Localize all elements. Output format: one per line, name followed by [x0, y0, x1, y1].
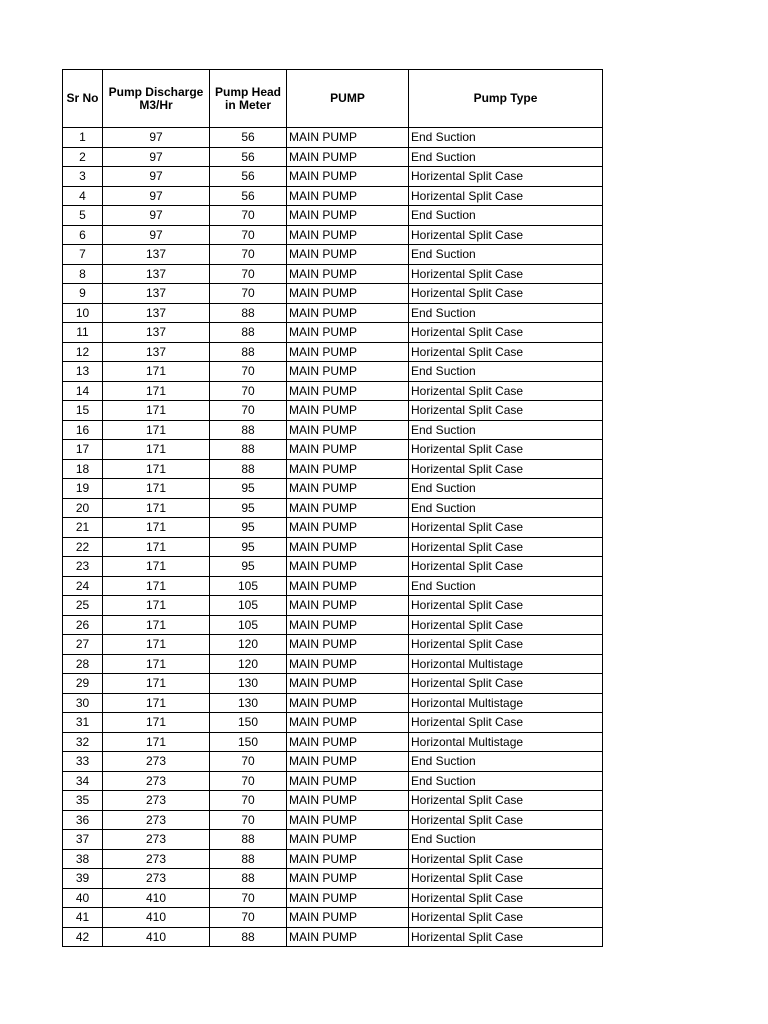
table-row	[63, 362, 603, 382]
cell-sr-no: 11	[63, 323, 103, 343]
table-row	[63, 615, 603, 635]
cell-pump-discharge: 137	[103, 284, 210, 304]
table-row	[63, 713, 603, 733]
cell-pump-discharge: 273	[103, 752, 210, 772]
cell-sr-no: 6	[63, 225, 103, 245]
table-row	[63, 225, 603, 245]
cell-sr-no: 39	[63, 869, 103, 889]
cell-pump-discharge: 171	[103, 440, 210, 460]
cell-pump-head: 88	[210, 869, 287, 889]
cell-pump-discharge: 171	[103, 635, 210, 655]
cell-pump: MAIN PUMP	[287, 674, 409, 694]
cell-pump-type: Horizental Split Case	[409, 635, 603, 655]
table-row	[63, 693, 603, 713]
table-row	[63, 537, 603, 557]
cell-pump-head: 95	[210, 479, 287, 499]
cell-pump: MAIN PUMP	[287, 810, 409, 830]
cell-pump: MAIN PUMP	[287, 576, 409, 596]
cell-pump-head: 70	[210, 791, 287, 811]
cell-pump-head: 88	[210, 440, 287, 460]
cell-pump: MAIN PUMP	[287, 713, 409, 733]
cell-pump-head: 95	[210, 518, 287, 538]
header-pump-discharge: Pump Discharge M3/Hr	[103, 70, 210, 128]
cell-sr-no: 25	[63, 596, 103, 616]
cell-pump-head: 70	[210, 245, 287, 265]
cell-pump: MAIN PUMP	[287, 537, 409, 557]
cell-pump-type: End Suction	[409, 752, 603, 772]
table-row	[63, 888, 603, 908]
cell-pump: MAIN PUMP	[287, 167, 409, 187]
table-row	[63, 635, 603, 655]
table-row	[63, 576, 603, 596]
cell-pump-head: 56	[210, 167, 287, 187]
cell-pump-type: Horizental Split Case	[409, 167, 603, 187]
table-row	[63, 674, 603, 694]
cell-sr-no: 15	[63, 401, 103, 421]
cell-pump: MAIN PUMP	[287, 186, 409, 206]
table-row	[63, 752, 603, 772]
cell-sr-no: 31	[63, 713, 103, 733]
cell-pump-discharge: 273	[103, 869, 210, 889]
cell-pump-type: Horizontal Multistage	[409, 693, 603, 713]
cell-sr-no: 20	[63, 498, 103, 518]
cell-sr-no: 28	[63, 654, 103, 674]
cell-pump-type: End Suction	[409, 771, 603, 791]
cell-pump-type: Horizental Split Case	[409, 713, 603, 733]
cell-sr-no: 32	[63, 732, 103, 752]
table-row	[63, 459, 603, 479]
cell-pump-discharge: 171	[103, 713, 210, 733]
cell-pump: MAIN PUMP	[287, 284, 409, 304]
cell-pump-discharge: 273	[103, 849, 210, 869]
cell-sr-no: 37	[63, 830, 103, 850]
cell-pump-discharge: 171	[103, 498, 210, 518]
cell-pump: MAIN PUMP	[287, 498, 409, 518]
cell-pump-discharge: 171	[103, 381, 210, 401]
cell-pump-type: Horizental Split Case	[409, 908, 603, 928]
cell-pump: MAIN PUMP	[287, 401, 409, 421]
cell-pump-discharge: 171	[103, 615, 210, 635]
cell-pump-type: Horizental Split Case	[409, 849, 603, 869]
cell-sr-no: 12	[63, 342, 103, 362]
cell-sr-no: 19	[63, 479, 103, 499]
header-pump-head: Pump Head in Meter	[210, 70, 287, 128]
cell-pump-discharge: 171	[103, 362, 210, 382]
cell-sr-no: 41	[63, 908, 103, 928]
cell-sr-no: 5	[63, 206, 103, 226]
cell-pump-discharge: 137	[103, 342, 210, 362]
cell-pump-head: 70	[210, 264, 287, 284]
cell-pump-type: Horizontal Multistage	[409, 654, 603, 674]
table-row	[63, 264, 603, 284]
cell-pump-type: Horizental Split Case	[409, 186, 603, 206]
cell-pump-discharge: 171	[103, 401, 210, 421]
cell-sr-no: 16	[63, 420, 103, 440]
cell-pump-type: End Suction	[409, 128, 603, 148]
cell-sr-no: 8	[63, 264, 103, 284]
cell-pump-head: 130	[210, 693, 287, 713]
cell-sr-no: 14	[63, 381, 103, 401]
cell-pump-discharge: 97	[103, 147, 210, 167]
cell-sr-no: 23	[63, 557, 103, 577]
cell-sr-no: 21	[63, 518, 103, 538]
table-row	[63, 596, 603, 616]
cell-pump: MAIN PUMP	[287, 771, 409, 791]
cell-sr-no: 22	[63, 537, 103, 557]
cell-pump: MAIN PUMP	[287, 557, 409, 577]
cell-pump: MAIN PUMP	[287, 849, 409, 869]
cell-pump: MAIN PUMP	[287, 518, 409, 538]
cell-pump-type: End Suction	[409, 576, 603, 596]
cell-sr-no: 24	[63, 576, 103, 596]
cell-pump-discharge: 137	[103, 245, 210, 265]
cell-sr-no: 38	[63, 849, 103, 869]
cell-pump-discharge: 97	[103, 186, 210, 206]
table-row	[63, 186, 603, 206]
cell-sr-no: 29	[63, 674, 103, 694]
table-row	[63, 128, 603, 148]
cell-pump-type: End Suction	[409, 206, 603, 226]
cell-pump-head: 88	[210, 303, 287, 323]
cell-pump-discharge: 137	[103, 264, 210, 284]
cell-pump-type: End Suction	[409, 479, 603, 499]
cell-pump: MAIN PUMP	[287, 420, 409, 440]
cell-pump-type: Horizental Split Case	[409, 264, 603, 284]
cell-pump-head: 56	[210, 186, 287, 206]
cell-pump-discharge: 171	[103, 576, 210, 596]
table-row	[63, 732, 603, 752]
cell-pump-head: 88	[210, 927, 287, 947]
cell-sr-no: 3	[63, 167, 103, 187]
cell-pump-discharge: 410	[103, 927, 210, 947]
cell-pump-discharge: 171	[103, 420, 210, 440]
cell-pump-type: Horizental Split Case	[409, 401, 603, 421]
table-row	[63, 771, 603, 791]
cell-pump-type: Horizental Split Case	[409, 869, 603, 889]
cell-pump-discharge: 171	[103, 732, 210, 752]
cell-pump-head: 95	[210, 537, 287, 557]
cell-sr-no: 17	[63, 440, 103, 460]
cell-pump-head: 130	[210, 674, 287, 694]
cell-pump-type: End Suction	[409, 830, 603, 850]
cell-pump-head: 105	[210, 615, 287, 635]
cell-pump-discharge: 171	[103, 537, 210, 557]
cell-pump-head: 88	[210, 342, 287, 362]
cell-pump-head: 70	[210, 771, 287, 791]
cell-pump-type: End Suction	[409, 245, 603, 265]
cell-pump-discharge: 171	[103, 557, 210, 577]
cell-pump: MAIN PUMP	[287, 693, 409, 713]
table-row	[63, 479, 603, 499]
cell-pump-discharge: 171	[103, 654, 210, 674]
cell-pump-type: Horizental Split Case	[409, 927, 603, 947]
cell-pump-discharge: 171	[103, 479, 210, 499]
cell-pump-discharge: 171	[103, 596, 210, 616]
cell-pump-head: 70	[210, 752, 287, 772]
cell-pump: MAIN PUMP	[287, 381, 409, 401]
cell-pump-head: 70	[210, 362, 287, 382]
cell-pump-discharge: 273	[103, 810, 210, 830]
cell-pump-type: Horizontal Multistage	[409, 732, 603, 752]
cell-pump-type: End Suction	[409, 420, 603, 440]
cell-pump-type: End Suction	[409, 362, 603, 382]
cell-pump-head: 95	[210, 498, 287, 518]
cell-pump: MAIN PUMP	[287, 908, 409, 928]
table-row	[63, 284, 603, 304]
table-row	[63, 869, 603, 889]
cell-pump: MAIN PUMP	[287, 147, 409, 167]
cell-pump: MAIN PUMP	[287, 342, 409, 362]
cell-pump-discharge: 273	[103, 771, 210, 791]
cell-pump: MAIN PUMP	[287, 440, 409, 460]
cell-pump-head: 70	[210, 381, 287, 401]
cell-pump-type: Horizental Split Case	[409, 810, 603, 830]
cell-pump-discharge: 273	[103, 830, 210, 850]
table-row	[63, 381, 603, 401]
cell-pump-discharge: 97	[103, 206, 210, 226]
cell-pump-discharge: 171	[103, 674, 210, 694]
cell-pump-discharge: 273	[103, 791, 210, 811]
header-sr-no: Sr No	[63, 70, 103, 128]
pump-table	[62, 69, 603, 947]
table-row	[63, 791, 603, 811]
cell-sr-no: 7	[63, 245, 103, 265]
cell-pump-head: 150	[210, 732, 287, 752]
table-row	[63, 167, 603, 187]
header-pump-type: Pump Type	[409, 70, 603, 128]
cell-pump-head: 88	[210, 830, 287, 850]
cell-pump-type: Horizental Split Case	[409, 284, 603, 304]
cell-pump: MAIN PUMP	[287, 323, 409, 343]
cell-pump-head: 70	[210, 810, 287, 830]
cell-pump-head: 70	[210, 908, 287, 928]
table-row	[63, 206, 603, 226]
cell-pump-discharge: 410	[103, 888, 210, 908]
cell-pump: MAIN PUMP	[287, 479, 409, 499]
cell-pump-head: 70	[210, 401, 287, 421]
cell-pump: MAIN PUMP	[287, 654, 409, 674]
cell-pump-type: Horizental Split Case	[409, 674, 603, 694]
cell-pump-type: Horizental Split Case	[409, 557, 603, 577]
cell-pump: MAIN PUMP	[287, 615, 409, 635]
cell-pump: MAIN PUMP	[287, 245, 409, 265]
cell-pump-head: 56	[210, 147, 287, 167]
cell-pump: MAIN PUMP	[287, 362, 409, 382]
cell-pump-type: Horizental Split Case	[409, 888, 603, 908]
table-row	[63, 557, 603, 577]
cell-pump-discharge: 97	[103, 128, 210, 148]
table-row	[63, 810, 603, 830]
cell-pump-discharge: 171	[103, 693, 210, 713]
table-row	[63, 927, 603, 947]
cell-pump-head: 95	[210, 557, 287, 577]
cell-pump-type: Horizental Split Case	[409, 440, 603, 460]
table-body	[63, 128, 603, 947]
cell-sr-no: 26	[63, 615, 103, 635]
header-pump: PUMP	[287, 70, 409, 128]
cell-sr-no: 9	[63, 284, 103, 304]
cell-pump-type: Horizental Split Case	[409, 342, 603, 362]
cell-pump-head: 120	[210, 635, 287, 655]
cell-pump-type: Horizental Split Case	[409, 615, 603, 635]
cell-sr-no: 13	[63, 362, 103, 382]
cell-pump-type: Horizental Split Case	[409, 596, 603, 616]
cell-sr-no: 33	[63, 752, 103, 772]
cell-pump: MAIN PUMP	[287, 596, 409, 616]
table-header	[63, 70, 603, 128]
cell-sr-no: 34	[63, 771, 103, 791]
cell-pump-discharge: 171	[103, 459, 210, 479]
table-row	[63, 342, 603, 362]
cell-pump-head: 56	[210, 128, 287, 148]
cell-pump-head: 105	[210, 596, 287, 616]
table-row	[63, 420, 603, 440]
cell-pump-discharge: 97	[103, 225, 210, 245]
cell-pump-type: Horizental Split Case	[409, 537, 603, 557]
table-row	[63, 908, 603, 928]
cell-pump: MAIN PUMP	[287, 264, 409, 284]
cell-sr-no: 27	[63, 635, 103, 655]
table-row	[63, 245, 603, 265]
table-row	[63, 518, 603, 538]
table-row	[63, 849, 603, 869]
cell-sr-no: 40	[63, 888, 103, 908]
cell-pump-type: Horizental Split Case	[409, 518, 603, 538]
cell-pump-type: End Suction	[409, 303, 603, 323]
table-row	[63, 323, 603, 343]
cell-sr-no: 18	[63, 459, 103, 479]
cell-sr-no: 2	[63, 147, 103, 167]
cell-sr-no: 30	[63, 693, 103, 713]
table-row	[63, 303, 603, 323]
cell-pump-discharge: 97	[103, 167, 210, 187]
cell-sr-no: 35	[63, 791, 103, 811]
header-row	[63, 70, 603, 128]
cell-pump: MAIN PUMP	[287, 225, 409, 245]
cell-pump-head: 88	[210, 459, 287, 479]
cell-pump: MAIN PUMP	[287, 303, 409, 323]
table-row	[63, 147, 603, 167]
cell-pump: MAIN PUMP	[287, 732, 409, 752]
cell-pump-discharge: 410	[103, 908, 210, 928]
cell-sr-no: 1	[63, 128, 103, 148]
cell-pump: MAIN PUMP	[287, 752, 409, 772]
cell-pump: MAIN PUMP	[287, 927, 409, 947]
cell-pump-discharge: 137	[103, 303, 210, 323]
cell-sr-no: 42	[63, 927, 103, 947]
cell-pump-head: 105	[210, 576, 287, 596]
cell-pump-head: 150	[210, 713, 287, 733]
table-row	[63, 401, 603, 421]
cell-pump-type: Horizental Split Case	[409, 225, 603, 245]
cell-pump: MAIN PUMP	[287, 128, 409, 148]
cell-pump-head: 70	[210, 284, 287, 304]
cell-pump: MAIN PUMP	[287, 206, 409, 226]
cell-pump: MAIN PUMP	[287, 888, 409, 908]
cell-pump-head: 120	[210, 654, 287, 674]
cell-sr-no: 4	[63, 186, 103, 206]
table-row	[63, 440, 603, 460]
cell-pump-head: 88	[210, 420, 287, 440]
table-row	[63, 498, 603, 518]
cell-pump-head: 88	[210, 323, 287, 343]
cell-pump-head: 88	[210, 849, 287, 869]
cell-pump-type: Horizental Split Case	[409, 323, 603, 343]
cell-pump-head: 70	[210, 888, 287, 908]
cell-pump-head: 70	[210, 206, 287, 226]
cell-pump: MAIN PUMP	[287, 830, 409, 850]
cell-pump: MAIN PUMP	[287, 459, 409, 479]
cell-pump-discharge: 171	[103, 518, 210, 538]
cell-pump-discharge: 137	[103, 323, 210, 343]
cell-pump-type: End Suction	[409, 498, 603, 518]
cell-pump: MAIN PUMP	[287, 869, 409, 889]
cell-pump: MAIN PUMP	[287, 635, 409, 655]
cell-pump: MAIN PUMP	[287, 791, 409, 811]
cell-pump-head: 70	[210, 225, 287, 245]
cell-pump-type: Horizental Split Case	[409, 381, 603, 401]
cell-sr-no: 36	[63, 810, 103, 830]
table-row	[63, 830, 603, 850]
cell-pump-type: Horizental Split Case	[409, 791, 603, 811]
cell-sr-no: 10	[63, 303, 103, 323]
table-row	[63, 654, 603, 674]
cell-pump-type: Horizental Split Case	[409, 459, 603, 479]
cell-pump-type: End Suction	[409, 147, 603, 167]
